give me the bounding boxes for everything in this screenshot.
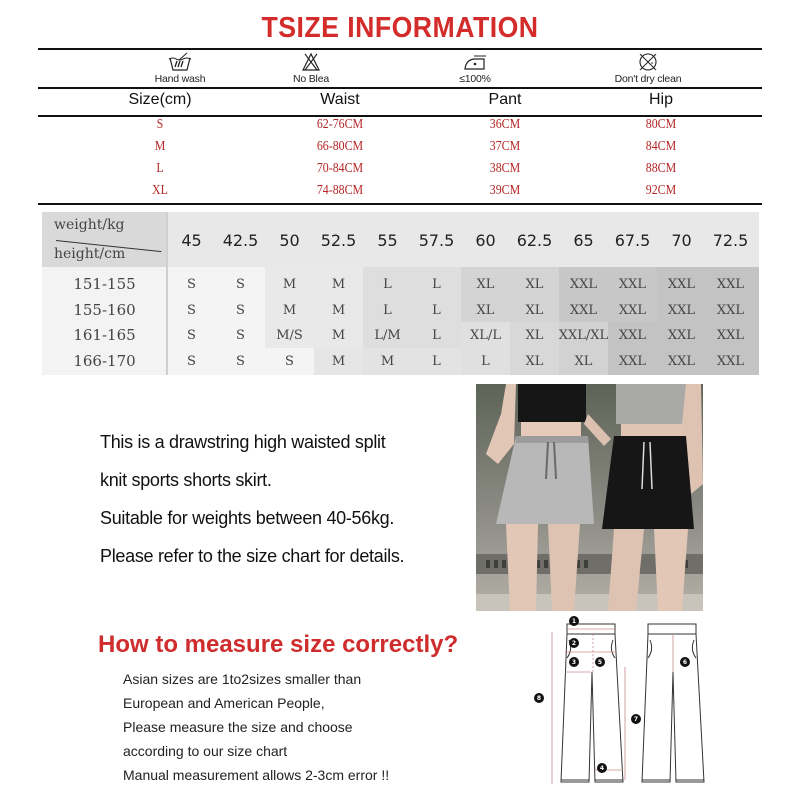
header-pant: Pant [488, 91, 522, 108]
cell-size: S [156, 117, 164, 132]
size-cell: XXL [716, 277, 745, 292]
size-cell: L [383, 303, 392, 318]
page-title: TSIZE INFORMATION [261, 12, 539, 44]
measure-line: Manual measurement allows 2-3cm error !! [123, 767, 390, 783]
size-cell: XXL [569, 277, 598, 292]
size-cell: M [331, 328, 346, 343]
size-cell: S [285, 354, 294, 369]
size-cell: XL [574, 354, 593, 369]
description-line: Please refer to the size chart for details. [100, 546, 405, 566]
cell-waist: 74-88CM [316, 183, 364, 198]
care-label: Don't dry clean [614, 73, 682, 85]
hand-wash-icon [167, 52, 193, 72]
cell-hip: 84CM [645, 139, 677, 154]
weight-col: 42.5 [222, 231, 259, 250]
size-cell: M [331, 354, 346, 369]
size-cell: XXL [569, 303, 598, 318]
size-cell: M [331, 303, 346, 318]
size-cell: S [236, 328, 245, 343]
marker-5: 5 [597, 659, 603, 666]
size-cell: L [432, 303, 441, 318]
cell-hip: 80CM [645, 117, 677, 132]
size-cell: L/M [374, 328, 401, 343]
cell-waist: 62-76CM [316, 117, 364, 132]
measure-line: Asian sizes are 1to2sizes smaller than [123, 671, 362, 687]
size-cell: XL [525, 303, 544, 318]
size-cell: S [187, 277, 196, 292]
table-row [38, 161, 762, 183]
care-row-divider [38, 87, 762, 89]
size-cell: L [481, 354, 490, 369]
care-no-bleach [241, 50, 381, 85]
measure-line: Please measure the size and choose [123, 719, 353, 735]
weight-header-row [167, 212, 759, 267]
size-cell: L [432, 328, 441, 343]
measure-title: How to measure size correctly? [98, 631, 459, 658]
size-cell: M [380, 354, 395, 369]
table-bottom-rule [38, 203, 762, 205]
product-description [100, 423, 470, 575]
weight-axis-label: weight/kg [54, 217, 125, 233]
cell-size: L [156, 161, 164, 176]
fit-grid [42, 212, 759, 375]
height-label: 166-170 [73, 352, 136, 370]
weight-col: 55 [377, 231, 398, 250]
size-cell: XXL/XL [558, 328, 609, 343]
size-cell: S [187, 303, 196, 318]
weight-col: 45 [181, 231, 202, 250]
product-photo [476, 384, 703, 611]
size-cell: XL [525, 277, 544, 292]
size-cell: S [236, 277, 245, 292]
height-label: 155-160 [73, 301, 136, 319]
table-row [38, 117, 762, 139]
size-cell: M [331, 277, 346, 292]
size-cell: XL [525, 328, 544, 343]
size-cell: XXL [618, 303, 647, 318]
cell-waist: 70-84CM [316, 161, 364, 176]
weight-col: 60 [475, 231, 496, 250]
weight-col: 52.5 [320, 231, 357, 250]
size-cell: XXL [618, 354, 647, 369]
header-size: Size(cm) [128, 91, 192, 108]
size-cell: XL [525, 354, 544, 369]
care-no-dry-clean [578, 50, 718, 85]
iron-low-temp-icon [462, 52, 488, 72]
height-axis-label: height/cm [54, 246, 126, 262]
measurement-diagram [525, 612, 725, 800]
weight-col: 72.5 [712, 231, 749, 250]
size-cell: S [236, 354, 245, 369]
cell-pant: 39CM [489, 183, 521, 198]
weight-col: 57.5 [418, 231, 455, 250]
grid-corner-header [42, 212, 167, 267]
size-cell: XXL [667, 328, 696, 343]
size-cell: XXL [667, 303, 696, 318]
cell-hip: 88CM [645, 161, 677, 176]
product-photo-illustration [476, 384, 703, 611]
marker-8: 8 [536, 695, 542, 702]
size-cell: XXL [716, 303, 745, 318]
grid-vertical-divider [166, 212, 168, 375]
weight-col: 67.5 [614, 231, 651, 250]
marker-7: 7 [633, 716, 639, 723]
care-hand-wash [110, 50, 250, 85]
care-label: No Blea [293, 73, 329, 85]
marker-4: 4 [599, 765, 605, 772]
size-cell: S [187, 328, 196, 343]
header-waist: Waist [320, 91, 360, 108]
size-cell: L [432, 277, 441, 292]
size-cell: XXL [716, 328, 745, 343]
marker-2: 2 [571, 640, 577, 647]
size-cell: S [187, 354, 196, 369]
cell-size: XL [152, 183, 168, 198]
table-row [38, 183, 762, 205]
size-cell: XL/L [470, 328, 501, 343]
size-cell: S [236, 303, 245, 318]
description-line: This is a drawstring high waisted split [100, 432, 386, 452]
height-label: 161-165 [73, 326, 136, 344]
cell-hip: 92CM [645, 183, 677, 198]
cell-pant: 37CM [489, 139, 521, 154]
care-label: Hand wash [154, 73, 206, 85]
weight-col: 50 [279, 231, 300, 250]
size-cell: L [383, 277, 392, 292]
weight-col: 70 [671, 231, 692, 250]
marker-6: 6 [682, 659, 688, 666]
cell-pant: 36CM [489, 117, 521, 132]
pants-diagram-icon [525, 612, 725, 800]
description-line: knit sports shorts skirt. [100, 470, 272, 490]
marker-3: 3 [571, 659, 577, 666]
care-iron [405, 50, 545, 85]
size-cell: M [282, 277, 297, 292]
size-cell: XL [476, 277, 495, 292]
size-cell: XXL [667, 354, 696, 369]
size-cell: M/S [276, 328, 303, 343]
measure-line: according to our size chart [123, 743, 288, 759]
size-cell: XL [476, 303, 495, 318]
no-dry-clean-icon [635, 52, 661, 72]
no-bleach-icon [298, 52, 324, 72]
size-cell: XXL [667, 277, 696, 292]
size-cell: XXL [618, 277, 647, 292]
care-label: ≤100% [459, 73, 491, 85]
weight-col: 65 [573, 231, 594, 250]
weight-col: 62.5 [516, 231, 553, 250]
cell-waist: 66-80CM [316, 139, 364, 154]
marker-1: 1 [571, 618, 577, 625]
size-cell: XXL [618, 328, 647, 343]
size-cell: M [282, 303, 297, 318]
cell-size: M [154, 139, 166, 154]
measure-instructions [123, 667, 389, 787]
description-line: Suitable for weights between 40-56kg. [100, 508, 395, 528]
measure-line: European and American People, [123, 695, 325, 711]
size-table-header [38, 90, 762, 112]
table-row [38, 139, 762, 161]
care-instructions-row [38, 50, 762, 86]
header-hip: Hip [648, 91, 673, 108]
cell-pant: 38CM [489, 161, 521, 176]
size-cell: XXL [716, 354, 745, 369]
height-label: 151-155 [73, 275, 136, 293]
size-cell: L [432, 354, 441, 369]
